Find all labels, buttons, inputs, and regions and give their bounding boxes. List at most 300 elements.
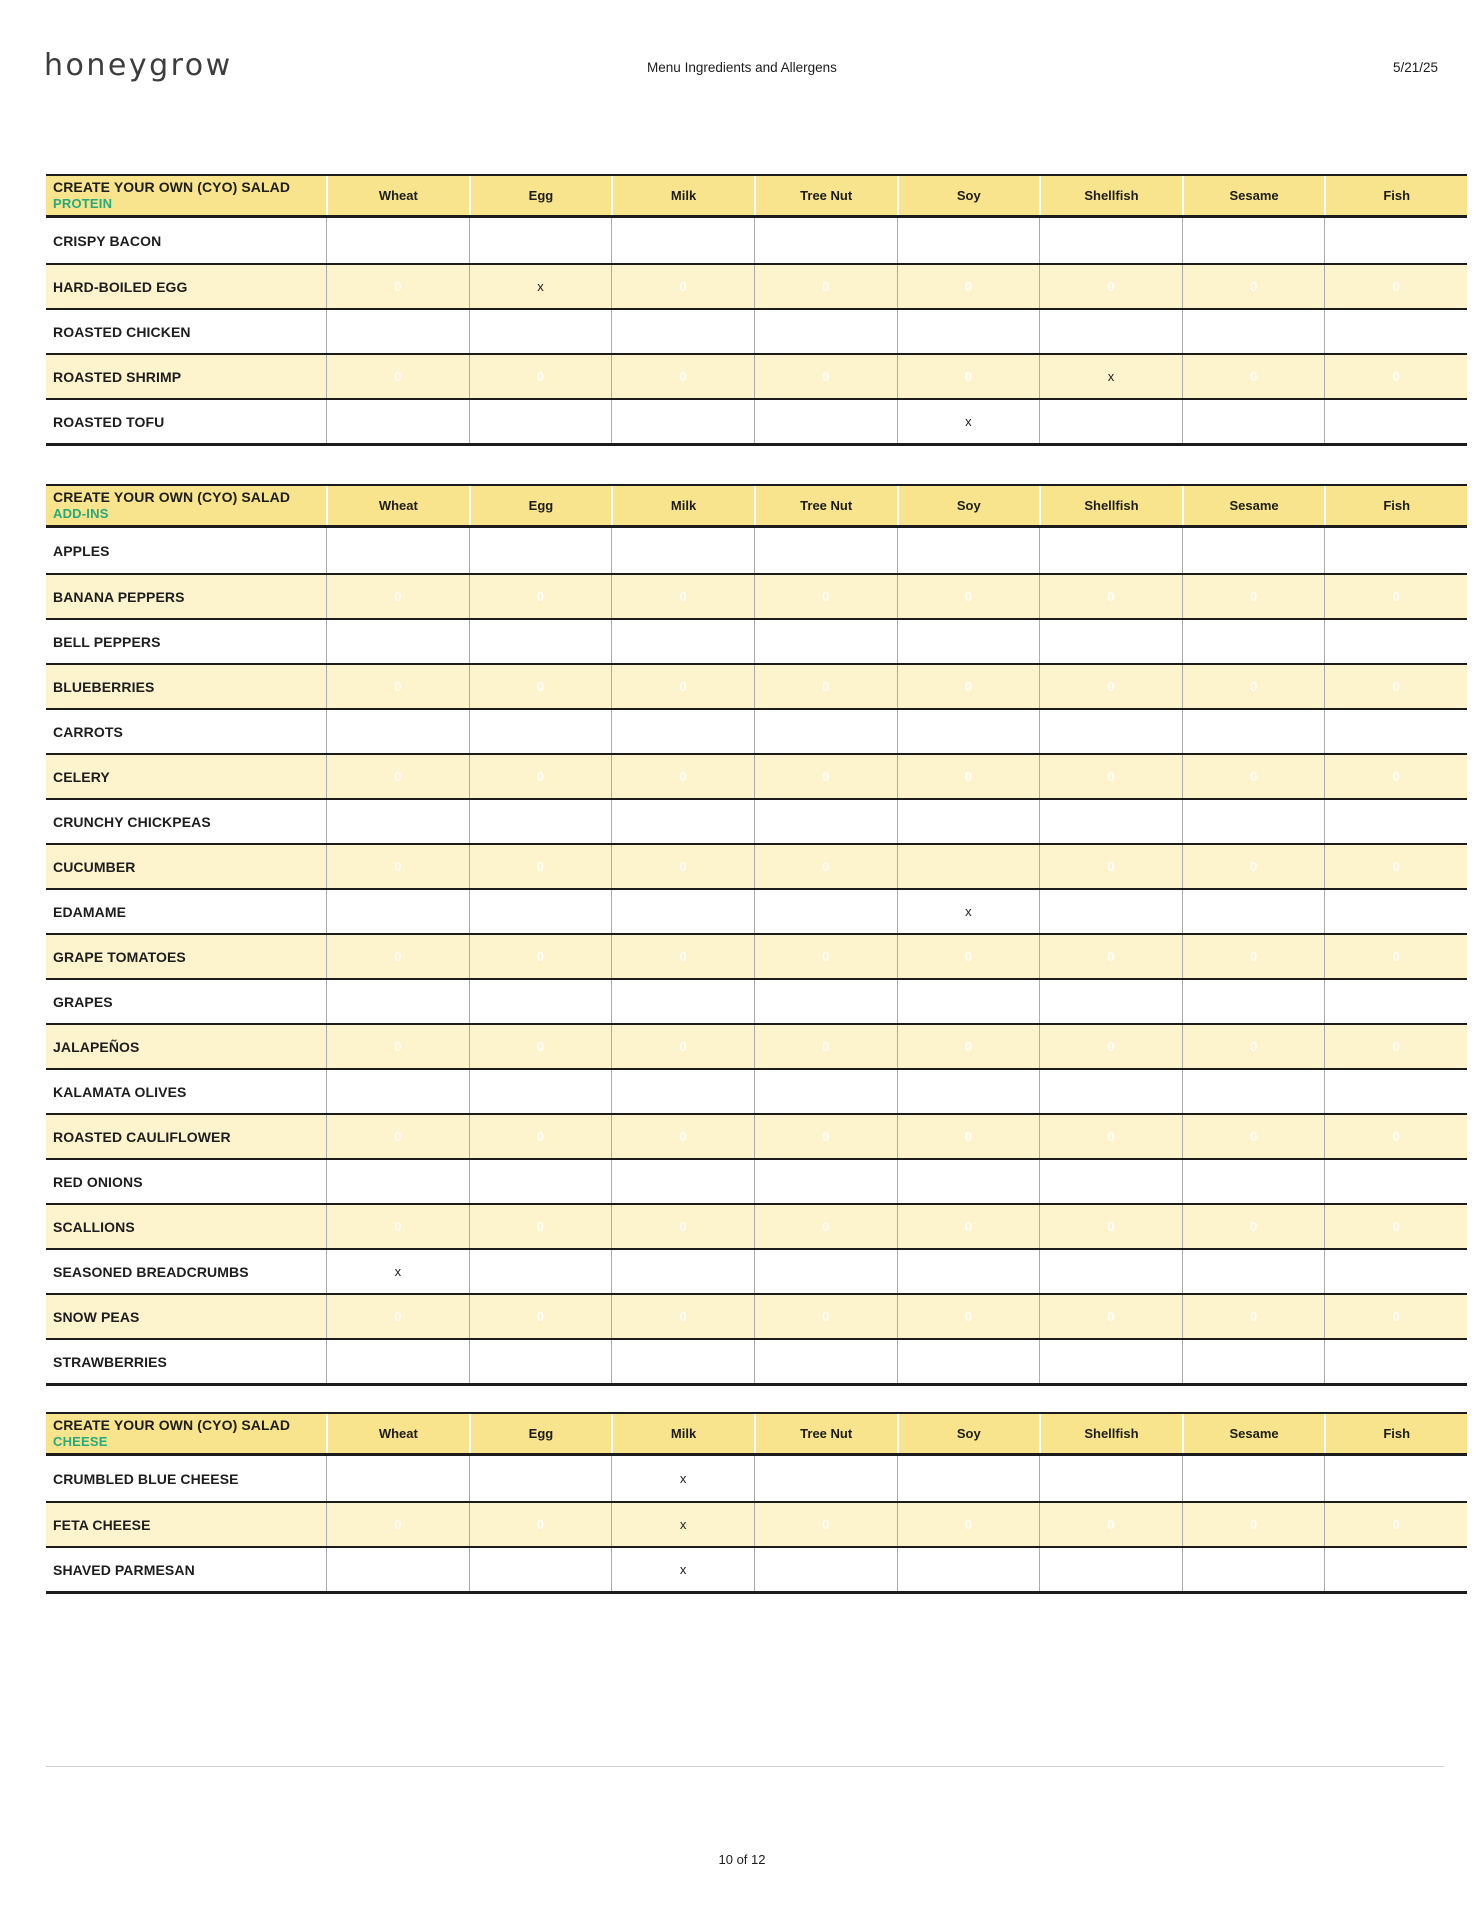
allergen-cell bbox=[1324, 620, 1467, 663]
table-title: CREATE YOUR OWN (CYO) SALAD bbox=[53, 488, 291, 505]
allergen-cell bbox=[611, 890, 754, 933]
allergen-cell: 0 bbox=[897, 665, 1040, 708]
allergen-cell bbox=[897, 1070, 1040, 1113]
allergen-cell bbox=[1324, 890, 1467, 933]
table-row bbox=[46, 618, 1467, 663]
allergen-cell bbox=[1324, 1070, 1467, 1113]
allergen-cell: 0 bbox=[469, 1295, 612, 1338]
column-header-fish: Fish bbox=[1324, 176, 1467, 215]
allergen-cell bbox=[1039, 528, 1182, 573]
allergen-cell bbox=[1324, 528, 1467, 573]
allergen-cell bbox=[1324, 218, 1467, 263]
row-label: ROASTED CHICKEN bbox=[53, 323, 191, 340]
allergen-cell bbox=[326, 980, 469, 1023]
column-header-egg: Egg bbox=[469, 486, 612, 525]
allergen-cell: 0 bbox=[1039, 1025, 1182, 1068]
column-header-milk: Milk bbox=[611, 1414, 754, 1453]
row-label: BLUEBERRIES bbox=[53, 678, 155, 695]
allergen-cell: 0 bbox=[1182, 1503, 1325, 1546]
allergen-cell: 0 bbox=[469, 665, 612, 708]
allergen-cell bbox=[1039, 218, 1182, 263]
allergen-cell: 0 bbox=[1039, 1115, 1182, 1158]
allergen-cell bbox=[1324, 800, 1467, 843]
allergen-cell bbox=[611, 980, 754, 1023]
table-row bbox=[46, 708, 1467, 753]
allergen-cell bbox=[469, 980, 612, 1023]
allergen-cell: 0 bbox=[1324, 1503, 1467, 1546]
allergen-cell bbox=[326, 310, 469, 353]
allergen-cell bbox=[897, 218, 1040, 263]
allergen-cell: 0 bbox=[611, 1295, 754, 1338]
allergen-cell bbox=[1182, 1548, 1325, 1591]
allergen-cell bbox=[611, 310, 754, 353]
allergen-cell bbox=[1039, 310, 1182, 353]
allergen-cell bbox=[1324, 400, 1467, 443]
allergen-cell: 0 bbox=[1182, 665, 1325, 708]
allergen-cell bbox=[469, 1548, 612, 1591]
allergen-cell bbox=[754, 1250, 897, 1293]
column-header-tree-nut: Tree Nut bbox=[754, 176, 897, 215]
allergen-cell: 0 bbox=[754, 1025, 897, 1068]
allergen-cell: 0 bbox=[1039, 575, 1182, 618]
allergen-cell: 0 bbox=[469, 1503, 612, 1546]
allergen-cell: 0 bbox=[897, 1025, 1040, 1068]
allergen-cell: 0 bbox=[469, 755, 612, 798]
allergen-cell bbox=[754, 1548, 897, 1591]
allergen-cell: 0 bbox=[897, 755, 1040, 798]
column-header-soy: Soy bbox=[897, 486, 1040, 525]
allergen-cell bbox=[326, 1070, 469, 1113]
allergen-cell bbox=[1182, 1160, 1325, 1203]
row-label: RED ONIONS bbox=[53, 1173, 143, 1190]
cyo-salad-add-ins-table bbox=[46, 484, 1467, 1386]
allergen-cell: 0 bbox=[1324, 355, 1467, 398]
allergen-cell: 0 bbox=[754, 845, 897, 888]
allergen-cell bbox=[469, 1160, 612, 1203]
allergen-cell: 0 bbox=[326, 665, 469, 708]
table-row bbox=[46, 573, 1467, 618]
allergen-cell: 0 bbox=[326, 935, 469, 978]
table-row bbox=[46, 843, 1467, 888]
row-label: JALAPEÑOS bbox=[53, 1038, 140, 1055]
row-label: BELL PEPPERS bbox=[53, 633, 161, 650]
allergen-cell: 0 bbox=[754, 1295, 897, 1338]
allergen-cell bbox=[754, 620, 897, 663]
allergen-cell bbox=[1182, 1456, 1325, 1501]
allergen-cell bbox=[1039, 1160, 1182, 1203]
table-row bbox=[46, 798, 1467, 843]
row-label: SNOW PEAS bbox=[53, 1308, 140, 1325]
row-label: KALAMATA OLIVES bbox=[53, 1083, 187, 1100]
allergen-cell bbox=[1039, 400, 1182, 443]
allergen-cell bbox=[897, 845, 1040, 888]
allergen-cell: 0 bbox=[1324, 665, 1467, 708]
allergen-cell: 0 bbox=[1182, 1115, 1325, 1158]
allergen-cell: 0 bbox=[1324, 845, 1467, 888]
allergen-cell bbox=[611, 528, 754, 573]
column-header-wheat: Wheat bbox=[326, 486, 469, 525]
row-label: SEASONED BREADCRUMBS bbox=[53, 1263, 249, 1280]
row-label: CARROTS bbox=[53, 723, 123, 740]
allergen-cell bbox=[754, 528, 897, 573]
allergen-cell bbox=[326, 528, 469, 573]
allergen-cell bbox=[1182, 980, 1325, 1023]
row-label: STRAWBERRIES bbox=[53, 1353, 167, 1370]
allergen-cell: 0 bbox=[754, 755, 897, 798]
allergen-cell: 0 bbox=[1324, 755, 1467, 798]
allergen-cell: 0 bbox=[1182, 575, 1325, 618]
allergen-cell: 0 bbox=[1182, 1025, 1325, 1068]
allergen-cell bbox=[326, 1160, 469, 1203]
allergen-cell bbox=[897, 1456, 1040, 1501]
allergen-cell: 0 bbox=[611, 665, 754, 708]
allergen-cell bbox=[469, 1250, 612, 1293]
allergen-cell: 0 bbox=[611, 575, 754, 618]
page-number: 10 of 12 bbox=[718, 1852, 766, 1867]
allergen-cell: x bbox=[611, 1548, 754, 1591]
allergen-cell bbox=[611, 620, 754, 663]
table-subtitle: ADD-INS bbox=[53, 506, 109, 522]
allergen-cell bbox=[326, 1456, 469, 1501]
allergen-cell bbox=[1039, 1250, 1182, 1293]
allergen-cell: 0 bbox=[1039, 265, 1182, 308]
honeygrow-logo: honeygrow bbox=[44, 48, 233, 83]
allergen-cell: 0 bbox=[1324, 1115, 1467, 1158]
column-header-tree-nut: Tree Nut bbox=[754, 486, 897, 525]
allergen-cell: 0 bbox=[754, 1115, 897, 1158]
row-label: HARD-BOILED EGG bbox=[53, 278, 188, 295]
table-header-title-cell bbox=[46, 176, 326, 215]
allergen-cell: x bbox=[897, 400, 1040, 443]
table-row bbox=[46, 1501, 1467, 1546]
document-header bbox=[44, 44, 1440, 90]
allergen-cell bbox=[754, 218, 897, 263]
allergen-cell: 0 bbox=[1039, 1503, 1182, 1546]
allergen-cell bbox=[469, 218, 612, 263]
allergen-cell: 0 bbox=[1324, 575, 1467, 618]
allergen-cell: 0 bbox=[326, 355, 469, 398]
table-header-title-cell bbox=[46, 486, 326, 525]
allergen-cell bbox=[469, 400, 612, 443]
table-title: CREATE YOUR OWN (CYO) SALAD bbox=[53, 1416, 291, 1433]
row-label: APPLES bbox=[53, 542, 110, 559]
allergen-cell bbox=[469, 620, 612, 663]
table-row bbox=[46, 1546, 1467, 1591]
allergen-cell bbox=[326, 800, 469, 843]
allergen-cell: 0 bbox=[326, 1503, 469, 1546]
allergen-cell: 0 bbox=[326, 755, 469, 798]
allergen-cell: 0 bbox=[326, 845, 469, 888]
column-header-soy: Soy bbox=[897, 176, 1040, 215]
allergen-cell: 0 bbox=[611, 265, 754, 308]
allergen-cell bbox=[611, 218, 754, 263]
allergen-cell: 0 bbox=[1182, 755, 1325, 798]
allergen-cell bbox=[1324, 710, 1467, 753]
allergen-cell: x bbox=[469, 265, 612, 308]
allergen-cell: 0 bbox=[897, 1115, 1040, 1158]
row-label: CRUMBLED BLUE CHEESE bbox=[53, 1470, 239, 1487]
column-header-shellfish: Shellfish bbox=[1039, 1414, 1182, 1453]
allergen-cell: 0 bbox=[469, 1025, 612, 1068]
allergen-cell bbox=[1182, 1070, 1325, 1113]
column-header-egg: Egg bbox=[469, 176, 612, 215]
allergen-cell bbox=[469, 1070, 612, 1113]
allergen-cell bbox=[611, 1160, 754, 1203]
column-header-shellfish: Shellfish bbox=[1039, 176, 1182, 215]
row-label: EDAMAME bbox=[53, 903, 127, 920]
allergen-cell: 0 bbox=[754, 935, 897, 978]
cyo-salad-cheese-table bbox=[46, 1412, 1467, 1594]
allergen-cell bbox=[1324, 310, 1467, 353]
allergen-cell bbox=[897, 1548, 1040, 1591]
row-label: CRISPY BACON bbox=[53, 232, 162, 249]
allergen-cell: 0 bbox=[1182, 1295, 1325, 1338]
allergen-cell bbox=[469, 890, 612, 933]
column-header-soy: Soy bbox=[897, 1414, 1040, 1453]
table-row bbox=[46, 263, 1467, 308]
allergen-cell: 0 bbox=[897, 935, 1040, 978]
allergen-cell bbox=[897, 620, 1040, 663]
allergen-cell: 0 bbox=[897, 1295, 1040, 1338]
allergen-cell bbox=[326, 1340, 469, 1383]
table-row bbox=[46, 1068, 1467, 1113]
allergen-cell: 0 bbox=[326, 1025, 469, 1068]
table-row bbox=[46, 663, 1467, 708]
table-row bbox=[46, 353, 1467, 398]
allergen-cell bbox=[754, 400, 897, 443]
allergen-cell bbox=[326, 620, 469, 663]
allergen-cell bbox=[1182, 218, 1325, 263]
allergen-cell: 0 bbox=[754, 1205, 897, 1248]
allergen-cell bbox=[754, 1456, 897, 1501]
allergen-cell: 0 bbox=[754, 665, 897, 708]
column-header-wheat: Wheat bbox=[326, 176, 469, 215]
allergen-cell: 0 bbox=[611, 755, 754, 798]
table-header-row bbox=[46, 484, 1467, 528]
allergen-cell: 0 bbox=[326, 1205, 469, 1248]
allergen-cell bbox=[469, 800, 612, 843]
allergen-cell bbox=[897, 800, 1040, 843]
allergen-cell bbox=[754, 710, 897, 753]
allergen-cell: 0 bbox=[1039, 665, 1182, 708]
allergen-cell: 0 bbox=[1182, 845, 1325, 888]
column-header-tree-nut: Tree Nut bbox=[754, 1414, 897, 1453]
allergen-cell: 0 bbox=[1039, 755, 1182, 798]
allergen-cell: 0 bbox=[1182, 265, 1325, 308]
allergen-cell bbox=[1324, 1548, 1467, 1591]
allergen-cell bbox=[1182, 620, 1325, 663]
row-label: BANANA PEPPERS bbox=[53, 588, 185, 605]
allergen-cell bbox=[469, 310, 612, 353]
document-date: 5/21/25 bbox=[1392, 60, 1438, 75]
allergen-cell: x bbox=[1039, 355, 1182, 398]
table-row bbox=[46, 1158, 1467, 1203]
allergen-cell bbox=[611, 1340, 754, 1383]
allergen-cell: 0 bbox=[326, 575, 469, 618]
allergen-cell: 0 bbox=[611, 935, 754, 978]
allergen-cell: 0 bbox=[469, 355, 612, 398]
allergen-cell: 0 bbox=[326, 265, 469, 308]
allergen-cell: 0 bbox=[1182, 355, 1325, 398]
table-row bbox=[46, 1456, 1467, 1501]
allergen-cell bbox=[1324, 1340, 1467, 1383]
row-label: SHAVED PARMESAN bbox=[53, 1561, 195, 1578]
allergen-cell bbox=[754, 1070, 897, 1113]
allergen-cell bbox=[611, 1070, 754, 1113]
allergen-cell: 0 bbox=[897, 1205, 1040, 1248]
allergen-cell bbox=[1182, 528, 1325, 573]
allergen-cell bbox=[754, 890, 897, 933]
table-title: CREATE YOUR OWN (CYO) SALAD bbox=[53, 178, 291, 195]
allergen-cell: 0 bbox=[1039, 935, 1182, 978]
allergen-cell bbox=[754, 800, 897, 843]
allergen-cell: 0 bbox=[897, 355, 1040, 398]
table-header-title-cell bbox=[46, 1414, 326, 1453]
row-label: GRAPES bbox=[53, 993, 113, 1010]
allergen-cell bbox=[469, 528, 612, 573]
allergen-cell: 0 bbox=[897, 1503, 1040, 1546]
allergen-cell bbox=[1039, 710, 1182, 753]
allergen-cell: x bbox=[897, 890, 1040, 933]
table-row bbox=[46, 888, 1467, 933]
allergen-cell bbox=[611, 1250, 754, 1293]
allergen-cell bbox=[1182, 400, 1325, 443]
cyo-salad-protein-table bbox=[46, 174, 1467, 446]
allergen-cell bbox=[1324, 1456, 1467, 1501]
table-row bbox=[46, 218, 1467, 263]
row-label: ROASTED CAULIFLOWER bbox=[53, 1128, 231, 1145]
column-header-sesame: Sesame bbox=[1182, 486, 1325, 525]
row-label: CRUNCHY CHICKPEAS bbox=[53, 813, 211, 830]
document-title: Menu Ingredients and Allergens bbox=[647, 60, 837, 75]
table-row bbox=[46, 753, 1467, 798]
allergen-cell: 0 bbox=[1324, 1295, 1467, 1338]
allergen-cell bbox=[469, 1456, 612, 1501]
allergen-cell bbox=[897, 310, 1040, 353]
table-row bbox=[46, 1113, 1467, 1158]
allergen-cell bbox=[1039, 1340, 1182, 1383]
allergen-cell: 0 bbox=[326, 1295, 469, 1338]
allergen-cell: x bbox=[611, 1503, 754, 1546]
allergen-cell bbox=[1324, 1250, 1467, 1293]
row-label: ROASTED TOFU bbox=[53, 413, 165, 430]
row-label: SCALLIONS bbox=[53, 1218, 135, 1235]
column-header-wheat: Wheat bbox=[326, 1414, 469, 1453]
row-label: FETA CHEESE bbox=[53, 1516, 151, 1533]
row-label: CUCUMBER bbox=[53, 858, 136, 875]
allergen-cell bbox=[754, 1160, 897, 1203]
column-header-shellfish: Shellfish bbox=[1039, 486, 1182, 525]
allergen-cell: 0 bbox=[611, 845, 754, 888]
column-header-fish: Fish bbox=[1324, 1414, 1467, 1453]
allergen-cell bbox=[1182, 1340, 1325, 1383]
table-row bbox=[46, 933, 1467, 978]
row-label: GRAPE TOMATOES bbox=[53, 948, 186, 965]
table-row bbox=[46, 1293, 1467, 1338]
allergen-cell bbox=[897, 528, 1040, 573]
allergen-cell: 0 bbox=[611, 355, 754, 398]
allergen-cell: 0 bbox=[469, 935, 612, 978]
table-row bbox=[46, 308, 1467, 353]
allergen-cell bbox=[1039, 800, 1182, 843]
allergen-cell bbox=[469, 710, 612, 753]
allergen-cell bbox=[326, 1548, 469, 1591]
allergen-cell bbox=[1324, 1160, 1467, 1203]
allergen-cell: 0 bbox=[1182, 1205, 1325, 1248]
table-subtitle: PROTEIN bbox=[53, 196, 113, 212]
allergen-cell bbox=[754, 1340, 897, 1383]
allergen-cell: 0 bbox=[469, 575, 612, 618]
row-label: ROASTED SHRIMP bbox=[53, 368, 182, 385]
allergen-cell: 0 bbox=[469, 1115, 612, 1158]
column-header-milk: Milk bbox=[611, 486, 754, 525]
allergen-cell: 0 bbox=[1324, 1025, 1467, 1068]
allergen-cell: 0 bbox=[754, 575, 897, 618]
table-row bbox=[46, 978, 1467, 1023]
allergen-cell: 0 bbox=[1324, 1205, 1467, 1248]
table-row bbox=[46, 1023, 1467, 1068]
table-subtitle: CHEESE bbox=[53, 1434, 108, 1450]
allergen-cell bbox=[326, 218, 469, 263]
column-header-milk: Milk bbox=[611, 176, 754, 215]
allergen-cell: 0 bbox=[754, 265, 897, 308]
allergen-cell: 0 bbox=[754, 1503, 897, 1546]
allergen-cell: 0 bbox=[1324, 265, 1467, 308]
allergen-cell bbox=[1039, 1456, 1182, 1501]
allergen-cell: 0 bbox=[469, 1205, 612, 1248]
allergen-cell: 0 bbox=[611, 1115, 754, 1158]
column-header-egg: Egg bbox=[469, 1414, 612, 1453]
allergen-cell bbox=[897, 1340, 1040, 1383]
table-row bbox=[46, 398, 1467, 443]
allergen-cell bbox=[897, 980, 1040, 1023]
allergen-cell: 0 bbox=[611, 1205, 754, 1248]
allergen-cell bbox=[469, 1340, 612, 1383]
allergen-cell: x bbox=[611, 1456, 754, 1501]
allergen-cell bbox=[611, 800, 754, 843]
allergen-cell bbox=[1182, 890, 1325, 933]
allergen-cell: 0 bbox=[1324, 935, 1467, 978]
column-header-sesame: Sesame bbox=[1182, 176, 1325, 215]
table-row bbox=[46, 1248, 1467, 1293]
allergen-cell bbox=[754, 980, 897, 1023]
allergen-cell bbox=[1039, 980, 1182, 1023]
allergen-cell bbox=[897, 710, 1040, 753]
allergen-cell: 0 bbox=[326, 1115, 469, 1158]
allergen-cell bbox=[1182, 800, 1325, 843]
allergen-cell bbox=[1039, 1070, 1182, 1113]
allergen-cell: 0 bbox=[754, 355, 897, 398]
allergen-cell bbox=[326, 400, 469, 443]
table-row bbox=[46, 528, 1467, 573]
allergen-cell bbox=[897, 1250, 1040, 1293]
column-header-sesame: Sesame bbox=[1182, 1414, 1325, 1453]
allergen-cell: 0 bbox=[1039, 845, 1182, 888]
allergen-cell bbox=[611, 710, 754, 753]
table-row bbox=[46, 1338, 1467, 1383]
allergen-cell bbox=[1039, 1548, 1182, 1591]
allergen-cell: 0 bbox=[1039, 1295, 1182, 1338]
allergen-cell: 0 bbox=[1182, 935, 1325, 978]
allergen-cell bbox=[1039, 890, 1182, 933]
allergen-cell: 0 bbox=[897, 265, 1040, 308]
allergen-cell bbox=[1039, 620, 1182, 663]
allergen-cell bbox=[326, 890, 469, 933]
row-label: CELERY bbox=[53, 768, 110, 785]
allergen-cell bbox=[1324, 980, 1467, 1023]
allergen-cell bbox=[1182, 1250, 1325, 1293]
allergen-cell bbox=[1182, 710, 1325, 753]
